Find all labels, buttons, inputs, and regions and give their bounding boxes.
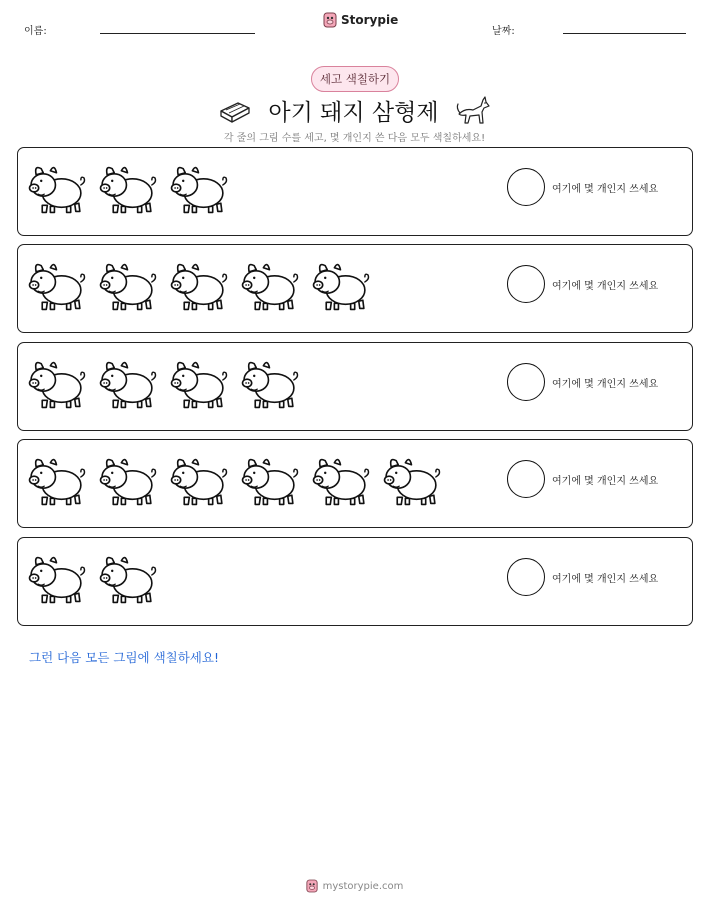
date-label: 날짜:	[492, 26, 515, 37]
answer-circle[interactable]	[507, 363, 545, 401]
pig-icon[interactable]	[28, 357, 89, 409]
footer-link[interactable]: mystorypie.com	[322, 880, 404, 892]
pig-icon[interactable]	[28, 162, 89, 214]
pig-icon[interactable]	[312, 259, 373, 311]
pig-icon[interactable]	[383, 454, 444, 506]
footer	[0, 879, 709, 893]
pig-icon[interactable]	[99, 162, 160, 214]
answer-prompt: 여기에 몇 개인지 쓰세요	[552, 379, 659, 390]
brand-name: Storypie	[341, 13, 399, 27]
answer-circle[interactable]	[507, 460, 545, 498]
pig-icon[interactable]	[170, 162, 231, 214]
pig-group	[28, 454, 444, 506]
answer-prompt: 여기에 몇 개인지 쓰세요	[552, 281, 659, 292]
name-line[interactable]	[100, 33, 255, 34]
final-instruction: 그런 다음 모든 그림에 색칠하세요!	[29, 650, 219, 665]
pig-icon[interactable]	[99, 552, 160, 604]
pig-icon[interactable]	[241, 259, 302, 311]
pig-group	[28, 357, 302, 409]
counting-row	[17, 147, 693, 236]
pig-icon[interactable]	[170, 454, 231, 506]
counting-row	[17, 537, 693, 626]
pig-icon[interactable]	[28, 454, 89, 506]
answer-prompt: 여기에 몇 개인지 쓰세요	[552, 476, 659, 487]
pig-icon[interactable]	[241, 454, 302, 506]
pig-mascot-icon	[306, 879, 318, 893]
pig-group	[28, 552, 160, 604]
answer-circle[interactable]	[507, 168, 545, 206]
pig-icon[interactable]	[99, 454, 160, 506]
answer-prompt: 여기에 몇 개인지 쓰세요	[552, 184, 659, 195]
brick-icon	[218, 97, 252, 123]
pig-icon[interactable]	[170, 357, 231, 409]
instructions: 각 줄의 그림 수를 세고, 몇 개인지 쓴 다음 모두 색칠하세요!	[223, 133, 486, 144]
pig-icon[interactable]	[28, 259, 89, 311]
pig-icon[interactable]	[28, 552, 89, 604]
answer-circle[interactable]	[507, 265, 545, 303]
answer-prompt: 여기에 몇 개인지 쓰세요	[552, 574, 659, 585]
pig-group	[28, 162, 231, 214]
name-label: 이름:	[24, 26, 47, 37]
pig-icon[interactable]	[99, 259, 160, 311]
pig-icon[interactable]	[170, 259, 231, 311]
brand-logo	[323, 12, 398, 28]
pig-icon[interactable]	[312, 454, 373, 506]
pig-group	[28, 259, 373, 311]
counting-row	[17, 244, 693, 333]
answer-circle[interactable]	[507, 558, 545, 596]
worksheet-title: 아기 돼지 삼형제	[268, 99, 439, 126]
date-line[interactable]	[563, 33, 686, 34]
wolf-icon	[455, 94, 491, 126]
pig-icon[interactable]	[241, 357, 302, 409]
counting-row	[17, 342, 693, 431]
counting-row	[17, 439, 693, 528]
activity-badge: 세고 색칠하기	[311, 66, 399, 92]
pig-icon[interactable]	[99, 357, 160, 409]
pig-mascot-icon	[323, 12, 337, 28]
